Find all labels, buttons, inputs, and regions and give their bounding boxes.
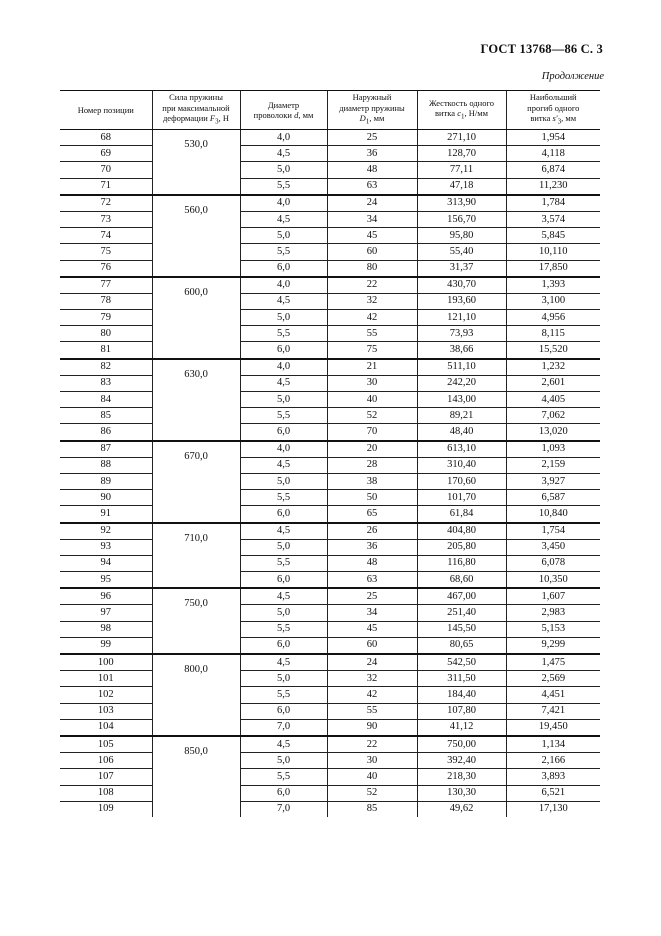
- outer-diameter-cell: 45: [327, 228, 417, 244]
- position-cell: 69: [60, 146, 152, 162]
- deflection-cell: 1,093: [506, 441, 600, 458]
- outer-diameter-cell: 75: [327, 342, 417, 359]
- deflection-cell: 1,954: [506, 130, 600, 146]
- deflection-cell: 5,153: [506, 621, 600, 637]
- stiffness-cell: 61,84: [417, 506, 506, 523]
- deflection-cell: 3,100: [506, 293, 600, 309]
- table-row: [60, 769, 600, 785]
- wire-diameter-cell: 5,5: [240, 769, 327, 785]
- outer-diameter-cell: 25: [327, 588, 417, 605]
- wire-diameter-cell: 4,5: [240, 375, 327, 391]
- outer-diameter-cell: 20: [327, 441, 417, 458]
- position-cell: 97: [60, 605, 152, 621]
- position-cell: 103: [60, 703, 152, 719]
- outer-diameter-cell: 36: [327, 146, 417, 162]
- position-cell: 81: [60, 342, 152, 359]
- stiffness-cell: 313,90: [417, 195, 506, 212]
- table-header-row: [60, 91, 600, 130]
- table-row: [60, 605, 600, 621]
- outer-diameter-cell: 32: [327, 293, 417, 309]
- header-stiffness: Жесткость одного витка $c_1$, Н/мм: [417, 91, 506, 130]
- stiffness-cell: 613,10: [417, 441, 506, 458]
- deflection-cell: 10,350: [506, 572, 600, 589]
- outer-diameter-cell: 80: [327, 260, 417, 277]
- outer-diameter-cell: 85: [327, 801, 417, 817]
- table-row: [60, 392, 600, 408]
- table-row: [60, 473, 600, 489]
- outer-diameter-cell: 70: [327, 424, 417, 441]
- stiffness-cell: 49,62: [417, 801, 506, 817]
- deflection-cell: 2,166: [506, 753, 600, 769]
- deflection-cell: 4,956: [506, 310, 600, 326]
- position-cell: 73: [60, 211, 152, 227]
- position-cell: 99: [60, 637, 152, 654]
- deflection-cell: 13,020: [506, 424, 600, 441]
- wire-diameter-cell: 6,0: [240, 342, 327, 359]
- table-row: [60, 310, 600, 326]
- stiffness-cell: 467,00: [417, 588, 506, 605]
- wire-diameter-cell: 6,0: [240, 572, 327, 589]
- wire-diameter-cell: 7,0: [240, 801, 327, 817]
- deflection-cell: 6,078: [506, 555, 600, 571]
- outer-diameter-cell: 50: [327, 490, 417, 506]
- deflection-cell: 10,840: [506, 506, 600, 523]
- deflection-cell: 4,118: [506, 146, 600, 162]
- deflection-cell: 2,983: [506, 605, 600, 621]
- deflection-cell: 3,927: [506, 473, 600, 489]
- wire-diameter-cell: 4,0: [240, 441, 327, 458]
- table-row: [60, 457, 600, 473]
- table-row: [60, 588, 600, 605]
- position-cell: 101: [60, 671, 152, 687]
- wire-diameter-cell: 6,0: [240, 703, 327, 719]
- deflection-cell: 6,587: [506, 490, 600, 506]
- stiffness-cell: 89,21: [417, 408, 506, 424]
- wire-diameter-cell: 5,0: [240, 392, 327, 408]
- position-cell: 94: [60, 555, 152, 571]
- outer-diameter-cell: 55: [327, 326, 417, 342]
- outer-diameter-cell: 65: [327, 506, 417, 523]
- deflection-cell: 3,893: [506, 769, 600, 785]
- wire-diameter-cell: 5,0: [240, 162, 327, 178]
- outer-diameter-cell: 60: [327, 244, 417, 260]
- header-max-deflection: Наибольший прогиб одного витка $s'_3$, мм: [506, 91, 600, 130]
- position-cell: 92: [60, 523, 152, 540]
- position-cell: 84: [60, 392, 152, 408]
- force-cell: 530,0: [152, 130, 240, 195]
- outer-diameter-cell: 45: [327, 621, 417, 637]
- wire-diameter-cell: 5,5: [240, 555, 327, 571]
- wire-diameter-cell: 4,5: [240, 654, 327, 671]
- outer-diameter-cell: 60: [327, 637, 417, 654]
- position-cell: 104: [60, 719, 152, 736]
- table-row: [60, 736, 600, 753]
- table-row: [60, 228, 600, 244]
- table-row: [60, 555, 600, 571]
- deflection-cell: 6,874: [506, 162, 600, 178]
- stiffness-cell: 156,70: [417, 211, 506, 227]
- wire-diameter-cell: 5,0: [240, 605, 327, 621]
- stiffness-cell: 130,30: [417, 785, 506, 801]
- force-cell: 710,0: [152, 523, 240, 589]
- outer-diameter-cell: 32: [327, 671, 417, 687]
- wire-diameter-cell: 5,0: [240, 539, 327, 555]
- table-row: [60, 621, 600, 637]
- stiffness-cell: 128,70: [417, 146, 506, 162]
- table-row: [60, 359, 600, 376]
- table-row: [60, 490, 600, 506]
- wire-diameter-cell: 5,5: [240, 408, 327, 424]
- position-cell: 77: [60, 277, 152, 294]
- position-cell: 85: [60, 408, 152, 424]
- wire-diameter-cell: 5,0: [240, 671, 327, 687]
- outer-diameter-cell: 34: [327, 211, 417, 227]
- stiffness-cell: 73,93: [417, 326, 506, 342]
- stiffness-cell: 184,40: [417, 687, 506, 703]
- position-cell: 93: [60, 539, 152, 555]
- position-cell: 71: [60, 178, 152, 195]
- wire-diameter-cell: 6,0: [240, 785, 327, 801]
- force-cell: 800,0: [152, 654, 240, 736]
- wire-diameter-cell: 4,5: [240, 146, 327, 162]
- outer-diameter-cell: 28: [327, 457, 417, 473]
- wire-diameter-cell: 5,5: [240, 244, 327, 260]
- stiffness-cell: 38,66: [417, 342, 506, 359]
- deflection-cell: 1,475: [506, 654, 600, 671]
- stiffness-cell: 145,50: [417, 621, 506, 637]
- position-cell: 83: [60, 375, 152, 391]
- deflection-cell: 5,845: [506, 228, 600, 244]
- spring-spec-table: [60, 90, 600, 817]
- outer-diameter-cell: 36: [327, 539, 417, 555]
- outer-diameter-cell: 30: [327, 375, 417, 391]
- outer-diameter-cell: 25: [327, 130, 417, 146]
- force-cell: 670,0: [152, 441, 240, 523]
- deflection-cell: 1,393: [506, 277, 600, 294]
- deflection-cell: 6,521: [506, 785, 600, 801]
- position-cell: 80: [60, 326, 152, 342]
- outer-diameter-cell: 42: [327, 687, 417, 703]
- table-row: [60, 342, 600, 359]
- table-row: [60, 523, 600, 540]
- stiffness-cell: 107,80: [417, 703, 506, 719]
- outer-diameter-cell: 48: [327, 555, 417, 571]
- wire-diameter-cell: 5,5: [240, 687, 327, 703]
- outer-diameter-cell: 21: [327, 359, 417, 376]
- position-cell: 98: [60, 621, 152, 637]
- wire-diameter-cell: 4,5: [240, 293, 327, 309]
- position-cell: 76: [60, 260, 152, 277]
- position-cell: 75: [60, 244, 152, 260]
- outer-diameter-cell: 42: [327, 310, 417, 326]
- header-outer-diameter: Наружный диаметр пружины $D_1$, мм: [327, 91, 417, 130]
- wire-diameter-cell: 4,0: [240, 130, 327, 146]
- deflection-cell: 8,115: [506, 326, 600, 342]
- stiffness-cell: 95,80: [417, 228, 506, 244]
- deflection-cell: 1,754: [506, 523, 600, 540]
- outer-diameter-cell: 22: [327, 736, 417, 753]
- deflection-cell: 2,569: [506, 671, 600, 687]
- table-row: [60, 703, 600, 719]
- force-cell: 630,0: [152, 359, 240, 441]
- deflection-cell: 1,232: [506, 359, 600, 376]
- table-row: [60, 277, 600, 294]
- stiffness-cell: 251,40: [417, 605, 506, 621]
- stiffness-cell: 511,10: [417, 359, 506, 376]
- deflection-cell: 19,450: [506, 719, 600, 736]
- table-row: [60, 375, 600, 391]
- position-cell: 108: [60, 785, 152, 801]
- position-cell: 95: [60, 572, 152, 589]
- deflection-cell: 9,299: [506, 637, 600, 654]
- stiffness-cell: 193,60: [417, 293, 506, 309]
- stiffness-cell: 121,10: [417, 310, 506, 326]
- table-row: [60, 572, 600, 589]
- outer-diameter-cell: 48: [327, 162, 417, 178]
- position-cell: 87: [60, 441, 152, 458]
- stiffness-cell: 47,18: [417, 178, 506, 195]
- deflection-cell: 7,421: [506, 703, 600, 719]
- stiffness-cell: 48,40: [417, 424, 506, 441]
- outer-diameter-cell: 63: [327, 178, 417, 195]
- force-cell: 850,0: [152, 736, 240, 817]
- wire-diameter-cell: 5,5: [240, 178, 327, 195]
- table-row: [60, 753, 600, 769]
- position-cell: 89: [60, 473, 152, 489]
- position-cell: 78: [60, 293, 152, 309]
- table-row: [60, 506, 600, 523]
- wire-diameter-cell: 4,5: [240, 588, 327, 605]
- deflection-cell: 1,607: [506, 588, 600, 605]
- wire-diameter-cell: 5,5: [240, 490, 327, 506]
- deflection-cell: 15,520: [506, 342, 600, 359]
- deflection-cell: 17,850: [506, 260, 600, 277]
- deflection-cell: 17,130: [506, 801, 600, 817]
- position-cell: 70: [60, 162, 152, 178]
- table-body: [60, 130, 600, 817]
- wire-diameter-cell: 7,0: [240, 719, 327, 736]
- table-row: [60, 801, 600, 817]
- stiffness-cell: 218,30: [417, 769, 506, 785]
- position-cell: 72: [60, 195, 152, 212]
- wire-diameter-cell: 6,0: [240, 637, 327, 654]
- position-cell: 90: [60, 490, 152, 506]
- stiffness-cell: 80,65: [417, 637, 506, 654]
- stiffness-cell: 205,80: [417, 539, 506, 555]
- outer-diameter-cell: 26: [327, 523, 417, 540]
- deflection-cell: 4,451: [506, 687, 600, 703]
- table-row: [60, 539, 600, 555]
- wire-diameter-cell: 4,0: [240, 277, 327, 294]
- wire-diameter-cell: 5,0: [240, 753, 327, 769]
- stiffness-cell: 101,70: [417, 490, 506, 506]
- position-cell: 106: [60, 753, 152, 769]
- table-row: [60, 293, 600, 309]
- stiffness-cell: 116,80: [417, 555, 506, 571]
- stiffness-cell: 430,70: [417, 277, 506, 294]
- table-row: [60, 687, 600, 703]
- outer-diameter-cell: 34: [327, 605, 417, 621]
- wire-diameter-cell: 4,5: [240, 211, 327, 227]
- table-row: [60, 326, 600, 342]
- position-cell: 102: [60, 687, 152, 703]
- position-cell: 96: [60, 588, 152, 605]
- stiffness-cell: 242,20: [417, 375, 506, 391]
- wire-diameter-cell: 5,5: [240, 621, 327, 637]
- wire-diameter-cell: 5,5: [240, 326, 327, 342]
- stiffness-cell: 143,00: [417, 392, 506, 408]
- table-row: [60, 424, 600, 441]
- table-row: [60, 130, 600, 146]
- continuation-label: Продолжение: [541, 71, 604, 82]
- table-row: [60, 785, 600, 801]
- wire-diameter-cell: 4,5: [240, 457, 327, 473]
- outer-diameter-cell: 40: [327, 392, 417, 408]
- table-row: [60, 211, 600, 227]
- stiffness-cell: 311,50: [417, 671, 506, 687]
- wire-diameter-cell: 4,0: [240, 359, 327, 376]
- table-row: [60, 441, 600, 458]
- deflection-cell: 7,062: [506, 408, 600, 424]
- deflection-cell: 2,601: [506, 375, 600, 391]
- stiffness-cell: 68,60: [417, 572, 506, 589]
- deflection-cell: 1,134: [506, 736, 600, 753]
- position-cell: 88: [60, 457, 152, 473]
- table-row: [60, 408, 600, 424]
- stiffness-cell: 41,12: [417, 719, 506, 736]
- position-cell: 79: [60, 310, 152, 326]
- table-row: [60, 719, 600, 736]
- outer-diameter-cell: 90: [327, 719, 417, 736]
- table-row: [60, 654, 600, 671]
- deflection-cell: 11,230: [506, 178, 600, 195]
- deflection-cell: 2,159: [506, 457, 600, 473]
- stiffness-cell: 750,00: [417, 736, 506, 753]
- deflection-cell: 4,405: [506, 392, 600, 408]
- wire-diameter-cell: 6,0: [240, 424, 327, 441]
- wire-diameter-cell: 5,0: [240, 473, 327, 489]
- outer-diameter-cell: 30: [327, 753, 417, 769]
- wire-diameter-cell: 5,0: [240, 228, 327, 244]
- force-cell: 600,0: [152, 277, 240, 359]
- header-wire-diameter: Диаметр проволоки d, мм: [240, 91, 327, 130]
- position-cell: 100: [60, 654, 152, 671]
- deflection-cell: 1,784: [506, 195, 600, 212]
- outer-diameter-cell: 24: [327, 654, 417, 671]
- outer-diameter-cell: 24: [327, 195, 417, 212]
- table-row: [60, 671, 600, 687]
- stiffness-cell: 542,50: [417, 654, 506, 671]
- stiffness-cell: 310,40: [417, 457, 506, 473]
- stiffness-cell: 404,80: [417, 523, 506, 540]
- wire-diameter-cell: 6,0: [240, 260, 327, 277]
- outer-diameter-cell: 52: [327, 785, 417, 801]
- header-force: Сила пружины при максимальной деформации $F_3$, Н: [152, 91, 240, 130]
- position-cell: 107: [60, 769, 152, 785]
- table-row: [60, 146, 600, 162]
- stiffness-cell: 170,60: [417, 473, 506, 489]
- stiffness-cell: 392,40: [417, 753, 506, 769]
- position-cell: 68: [100, 131, 111, 143]
- table-row: [60, 260, 600, 277]
- position-cell: 105: [60, 736, 152, 753]
- position-cell: 109: [60, 801, 152, 817]
- header-position: Номер позиции: [60, 91, 152, 130]
- force-cell: 750,0: [152, 588, 240, 654]
- outer-diameter-cell: 55: [327, 703, 417, 719]
- stiffness-cell: 77,11: [417, 162, 506, 178]
- table-row: [60, 637, 600, 654]
- table-row: [60, 195, 600, 212]
- position-cell: 74: [60, 228, 152, 244]
- outer-diameter-cell: 52: [327, 408, 417, 424]
- outer-diameter-cell: 22: [327, 277, 417, 294]
- table-row: [60, 162, 600, 178]
- position-cell: 86: [60, 424, 152, 441]
- stiffness-cell: 55,40: [417, 244, 506, 260]
- deflection-cell: 3,574: [506, 211, 600, 227]
- outer-diameter-cell: 40: [327, 769, 417, 785]
- deflection-cell: 3,450: [506, 539, 600, 555]
- outer-diameter-cell: 63: [327, 572, 417, 589]
- wire-diameter-cell: 6,0: [240, 506, 327, 523]
- position-cell: 82: [60, 359, 152, 376]
- deflection-cell: 10,110: [506, 244, 600, 260]
- force-cell: 560,0: [152, 195, 240, 277]
- page-header: ГОСТ 13768—86 С. 3: [480, 42, 603, 56]
- wire-diameter-cell: 4,0: [240, 195, 327, 212]
- stiffness-cell: 31,37: [417, 260, 506, 277]
- outer-diameter-cell: 38: [327, 473, 417, 489]
- table-row: [60, 178, 600, 195]
- table-row: [60, 244, 600, 260]
- wire-diameter-cell: 5,0: [240, 310, 327, 326]
- position-cell: 91: [60, 506, 152, 523]
- wire-diameter-cell: 4,5: [240, 523, 327, 540]
- stiffness-cell: 271,10: [417, 130, 506, 146]
- wire-diameter-cell: 4,5: [240, 736, 327, 753]
